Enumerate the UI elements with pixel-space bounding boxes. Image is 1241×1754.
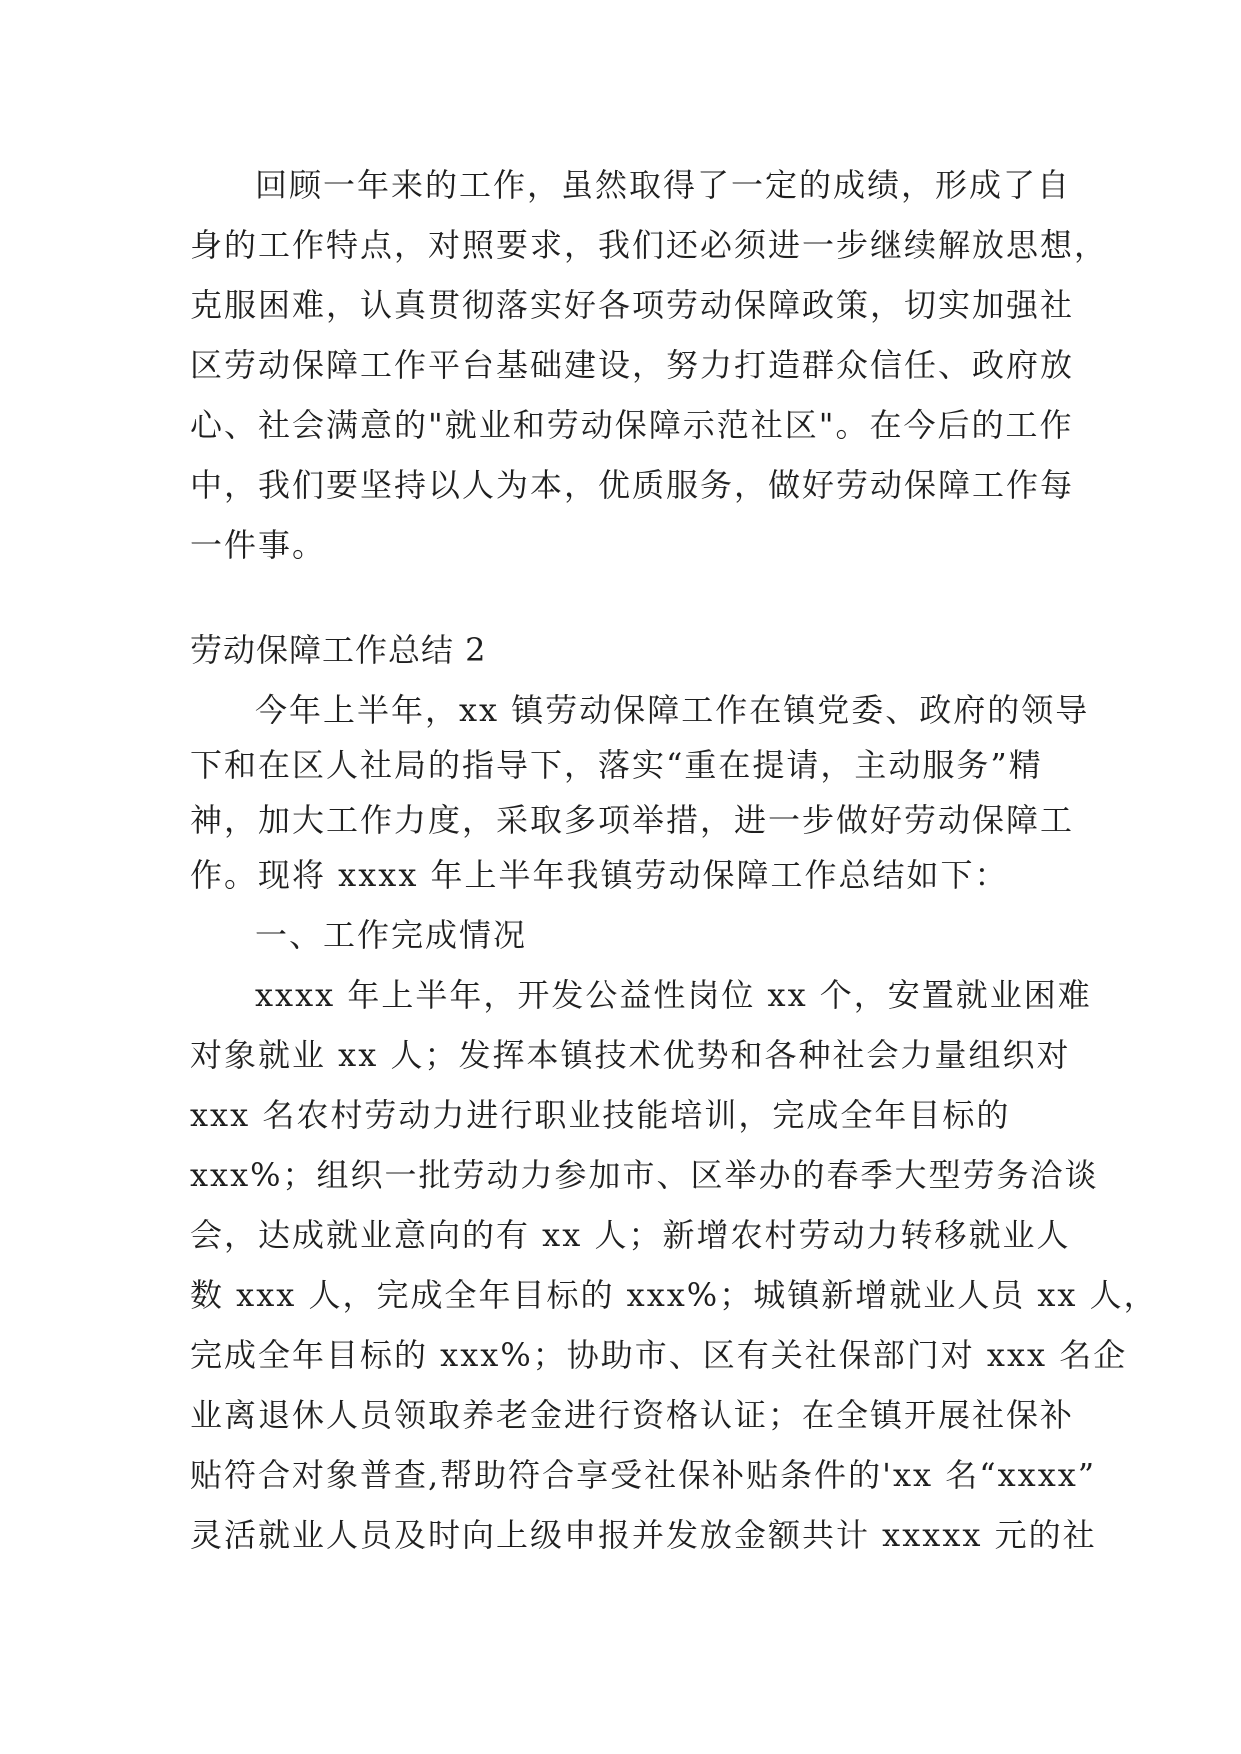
paragraph-line: 心、社会满意的"就业和劳动保障示范社区"。在今后的工作	[190, 406, 1074, 444]
section-title: 劳动保障工作总结 2	[190, 631, 487, 669]
paragraph-line: xxx%；组织一批劳动力参加市、区举办的春季大型劳务洽谈	[190, 1156, 1099, 1194]
paragraph-line: 今年上半年，xx 镇劳动保障工作在镇党委、政府的领导	[255, 691, 1090, 729]
paragraph-line: 贴符合对象普查,帮助符合享受社保补贴条件的'xx 名“xxxx”	[190, 1456, 1097, 1494]
paragraph-line: 中，我们要坚持以人为本，优质服务，做好劳动保障工作每	[190, 466, 1075, 504]
paragraph-line: 回顾一年来的工作，虽然取得了一定的成绩，形成了自	[255, 166, 1072, 204]
paragraph-line: 完成全年目标的 xxx%；协助市、区有关社保部门对 xxx 名企	[190, 1336, 1128, 1374]
paragraph-line: 业离退休人员领取养老金进行资格认证；在全镇开展社保补	[190, 1396, 1075, 1434]
paragraph-line: xxxx 年上半年，开发公益性岗位 xx 个，安置就业困难	[255, 976, 1092, 1014]
paragraph-line: 区劳动保障工作平台基础建设，努力打造群众信任、政府放	[190, 346, 1075, 384]
paragraph-line: 作。现将 xxxx 年上半年我镇劳动保障工作总结如下：	[190, 856, 1009, 894]
paragraph-line: xxx 名农村劳动力进行职业技能培训，完成全年目标的	[190, 1096, 1011, 1134]
paragraph-line: 身的工作特点，对照要求，我们还必须进一步继续解放思想，	[190, 226, 1109, 264]
paragraph-line: 数 xxx 人，完成全年目标的 xxx%；城镇新增就业人员 xx 人，	[190, 1276, 1158, 1314]
paragraph-line: 克服困难，认真贯彻落实好各项劳动保障政策，切实加强社	[190, 286, 1075, 324]
paragraph-line: 下和在区人社局的指导下，落实“重在提请，主动服务”精	[190, 746, 1043, 784]
paragraph-line: 一件事。	[190, 526, 327, 564]
subheading: 一、工作完成情况	[255, 916, 528, 954]
paragraph-line: 会，达成就业意向的有 xx 人；新增农村劳动力转移就业人	[190, 1216, 1071, 1254]
paragraph-line: 灵活就业人员及时向上级申报并发放金额共计 xxxxx 元的社	[190, 1516, 1097, 1554]
paragraph-line: 神，加大工作力度，采取多项举措，进一步做好劳动保障工	[190, 801, 1075, 839]
paragraph-line: 对象就业 xx 人；发挥本镇技术优势和各种社会力量组织对	[190, 1036, 1071, 1074]
